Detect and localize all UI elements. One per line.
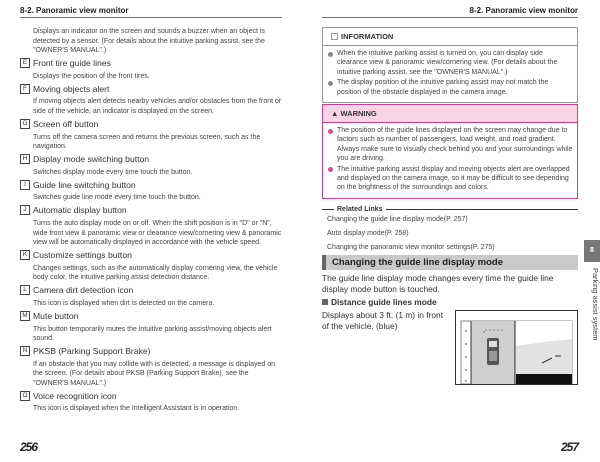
info-point: The display position of the intuitive parking assist may not match the position of the obstacle displayed in the camera image. bbox=[327, 78, 573, 97]
related-link[interactable]: Changing the panoramic view monitor settings(P. 275) bbox=[327, 244, 495, 251]
item-letter-label: J bbox=[20, 205, 30, 215]
left-page-header: 8-2. Panoramic view monitor bbox=[20, 6, 129, 15]
item-description: If an obstacle that you may collide with is detected, a message is displayed on the screen. (For details about PKSB (Parking Support Brake), see the "OWNER'S MANUAL".) bbox=[33, 360, 276, 387]
item-heading bbox=[20, 154, 282, 165]
item-description: Switches guide line mode every time touch the button. bbox=[33, 194, 201, 202]
info-icon bbox=[331, 33, 338, 40]
item-title: Voice recognition icon bbox=[33, 390, 117, 401]
item-letter-label: K bbox=[20, 250, 30, 260]
item-letter-label: E bbox=[20, 58, 30, 68]
section-heading: Changing the guide line display mode bbox=[322, 255, 578, 270]
item-letter-label: H bbox=[20, 154, 30, 164]
header-rule bbox=[322, 17, 578, 18]
item-title: PKSB (Parking Support Brake) bbox=[33, 346, 151, 357]
item-heading bbox=[20, 346, 282, 357]
item-letter-label: N bbox=[20, 346, 30, 356]
item-letter-label: I bbox=[20, 180, 30, 190]
item-title: Mute button bbox=[33, 311, 79, 321]
item-heading bbox=[20, 58, 282, 69]
item-letter-label: L bbox=[20, 285, 30, 295]
item-title: Camera dirt detection icon bbox=[33, 285, 134, 296]
item-title: Automatic display button bbox=[33, 205, 127, 216]
item-heading bbox=[20, 179, 282, 190]
item-description: This button temporarily mutes the intuitive parking assist/moving objects alert sound. bbox=[33, 325, 272, 343]
header-rule bbox=[20, 17, 282, 18]
item-heading bbox=[20, 285, 282, 296]
related-link[interactable]: Auto display mode(P. 258) bbox=[327, 230, 409, 237]
related-links bbox=[322, 206, 578, 255]
info-point: When the intuitive parking assist is turned on, you can display side clearance view & panoramic view/cornering view. (For details about the intuitive parking assist, see the "OWNER'S MANUAL".) bbox=[327, 49, 573, 77]
item-letter-label: O bbox=[20, 391, 30, 401]
warning-triangle-icon: ▲ bbox=[331, 109, 341, 118]
warning-box bbox=[322, 104, 578, 199]
item-letter-label: F bbox=[20, 84, 30, 94]
right-page-header: 8-2. Panoramic view monitor bbox=[469, 6, 578, 15]
item-heading bbox=[20, 119, 282, 130]
right-page-number: 257 bbox=[560, 440, 578, 454]
warning-point: The position of the guide lines displayed on the screen may change due to factors such as number of passengers, load weight, and road gradient. Always make sure to visually check behind you and your surroundings while you are driving. bbox=[327, 126, 573, 164]
item-letter-label: G bbox=[20, 119, 30, 129]
item-letter-label: M bbox=[20, 311, 30, 321]
chapter-tab: 8 bbox=[584, 240, 600, 262]
item-description: Turns the auto display mode on or off. When the shift position is in "D" or "N", wide front view & panoramic view or clearance view/cornering view & panoramic view will be automatically displayed in accordance with the vehicle speed. bbox=[33, 219, 282, 247]
item-description: Turns off the camera screen and returns the previous screen, such as the navigation. bbox=[33, 133, 261, 151]
information-box bbox=[322, 27, 578, 103]
item-title: Moving objects alert bbox=[33, 83, 110, 94]
item-description: If moving objects alert detects nearby vehicles and/or obstacles from the front or side of the vehicle, an indicator is displayed on the screen. bbox=[33, 98, 282, 115]
item-description: Displays the position of the front tires. bbox=[33, 72, 150, 80]
item-title: Customize settings button bbox=[33, 250, 132, 261]
left-page-number: 256 bbox=[20, 440, 38, 454]
item-heading bbox=[20, 311, 282, 322]
item-heading bbox=[20, 83, 282, 94]
item-description: This icon is displayed when dirt is detected on the camera. bbox=[33, 299, 215, 307]
information-title: INFORMATION bbox=[323, 28, 577, 46]
section-intro: The guide line display mode changes every time the guide line display mode button is touched. bbox=[322, 273, 554, 294]
item-heading bbox=[20, 205, 282, 216]
intro-text: Displays an indicator on the screen and sounds a buzzer when an object is detected by a sensor. (For details about the intuitive parking assist, see the "OWNER'S MANUAL".) bbox=[33, 28, 265, 55]
warning-title: ▲ WARNING bbox=[323, 105, 577, 123]
panoramic-view-figure bbox=[456, 311, 577, 384]
item-title: Display mode switching button bbox=[33, 154, 150, 165]
item-title: Screen off button bbox=[33, 119, 99, 130]
square-bullet-icon bbox=[322, 299, 328, 305]
related-links-title: Related Links bbox=[322, 206, 578, 213]
item-description: Switches display mode every time touch the button. bbox=[33, 168, 193, 176]
item-description: This icon is displayed when the Intelligent Assistant is in operation. bbox=[33, 405, 240, 413]
subsection-heading: Distance guide lines mode bbox=[322, 297, 437, 308]
item-list bbox=[20, 27, 282, 416]
camera-screen-illustration bbox=[455, 310, 578, 385]
item-description: Changes settings, such as the automatically display cornering view, the vehicle body color, the intuitive parking assist detection distance. bbox=[33, 264, 278, 282]
related-link[interactable]: Changing the guide line display mode(P. 257) bbox=[327, 216, 468, 223]
subsection-text: Displays about 3 ft. (1 m) in front of the vehicle. (blue) bbox=[322, 310, 444, 331]
item-title: Guide line switching button bbox=[33, 179, 136, 190]
chapter-label: Parking assist system bbox=[591, 268, 600, 341]
item-title: Front tire guide lines bbox=[33, 58, 111, 69]
item-heading bbox=[20, 250, 282, 261]
item-heading bbox=[20, 390, 282, 401]
warning-point: The intuitive parking assist display and moving objects alert are overlapped and displayed on the camera image, so it may be difficult to see depending on the brightness of the surroundings and colors. bbox=[327, 165, 573, 193]
